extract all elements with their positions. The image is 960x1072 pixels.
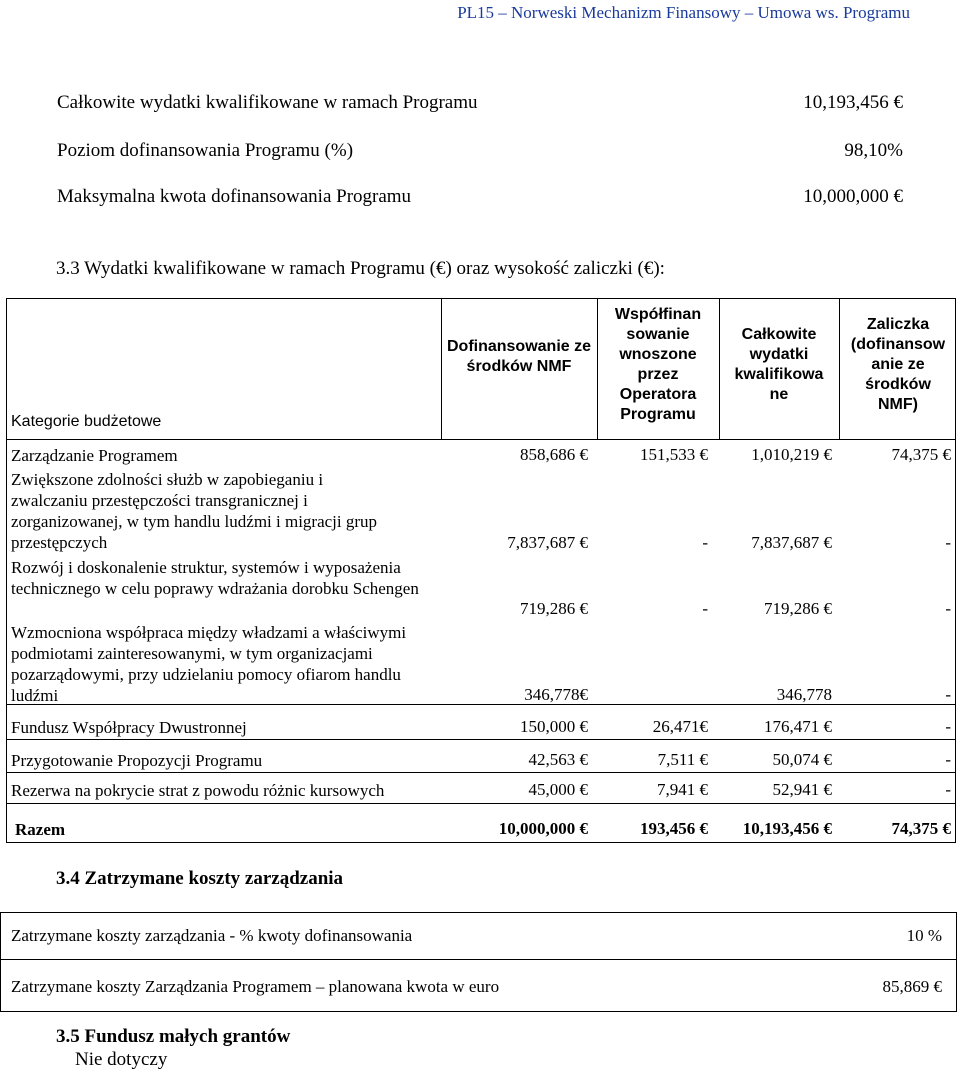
cell-total: 346,778: [776, 685, 832, 704]
total-eligible: 10,193,456 €: [742, 819, 832, 838]
cell-total: 1,010,219 €: [751, 445, 832, 464]
document-header: PL15 – Norweski Mechanizm Finansowy – Umowa ws. Programu: [457, 3, 910, 22]
summary-max-grant: [57, 186, 903, 208]
cell-advance: -: [945, 685, 951, 704]
cell-nmf: 7,837,687 €: [507, 533, 588, 552]
cell-cofinancing: 7,941 €: [657, 780, 708, 799]
header-category: Kategorie budżetowe: [11, 413, 162, 430]
budget-table: [6, 298, 956, 843]
cell-advance: -: [945, 750, 951, 769]
row-category: Zarządzanie Programem: [11, 446, 178, 465]
summary-label: Poziom dofinansowania Programu (%): [57, 140, 354, 161]
section-3-5-title: 3.5 Fundusz małych grantów: [56, 1026, 291, 1047]
summary-label: Maksymalna kwota dofinansowania Programu: [57, 186, 412, 207]
retained-row: [11, 977, 942, 997]
cell-total: 50,074 €: [772, 750, 832, 769]
section-3-4-title: 3.4 Zatrzymane koszty zarządzania: [56, 868, 344, 889]
cell-total: 7,837,687 €: [751, 533, 832, 552]
cell-cofinancing: 151,533 €: [640, 445, 708, 464]
retained-row: [11, 926, 942, 946]
retained-value: 85,869 €: [882, 977, 942, 996]
cell-total: 52,941 €: [772, 780, 832, 799]
total-nmf: 10,000,000 €: [498, 819, 588, 838]
row-category: Zwiększone zdolności służb w zapobieganiu i zwalczaniu przestępczości transgranicznej i zorganizowanej, w tym handlu ludźmi i migracji grup przestępczych: [11, 470, 378, 552]
cell-nmf: 346,778€: [524, 685, 588, 704]
row-category: Przygotowanie Propozycji Programu: [11, 751, 263, 770]
cell-cofinancing: -: [702, 533, 708, 552]
retained-costs-table: [0, 912, 957, 1012]
total-label: Razem: [15, 820, 66, 839]
cell-advance: -: [945, 533, 951, 552]
summary-label: Całkowite wydatki kwalifikowane w ramach Programu: [57, 92, 478, 113]
row-category: Wzmocniona współpraca między władzami a właściwymi podmiotami zainteresowanymi, w tym organizacjami pozarządowymi, przy udzielaniu pomocy ofiarom handlu ludźmi: [11, 623, 407, 705]
section-3-3-title: 3.3 Wydatki kwalifikowane w ramach Programu (€) oraz wysokość zaliczki (€):: [56, 258, 665, 279]
summary-cofinancing-level: [57, 140, 903, 162]
header-total-eligible: Całkowite wydatki kwalifikowa ne: [734, 326, 824, 403]
total-cofinancing: 193,456 €: [640, 819, 708, 838]
cell-cofinancing: 26,471€: [652, 717, 708, 736]
header-advance: Zaliczka (dofinansow anie ze środków NMF): [850, 316, 946, 413]
total-advance: 74,375 €: [891, 819, 951, 838]
row-category: Rozwój i doskonalenie struktur, systemów i wyposażenia technicznego w celu poprawy wdrażania dorobku Schengen: [11, 558, 419, 598]
row-category: Rezerwa na pokrycie strat z powodu różnic kursowych: [11, 781, 385, 800]
summary-value: 98,10%: [844, 140, 903, 161]
summary-value: 10,000,000 €: [803, 186, 903, 207]
cell-nmf: 45,000 €: [528, 780, 588, 799]
retained-value: 10 %: [906, 926, 942, 945]
cell-advance: -: [945, 780, 951, 799]
cell-cofinancing: 7,511 €: [657, 750, 708, 769]
summary-value: 10,193,456 €: [803, 92, 903, 113]
cell-nmf: 150,000 €: [520, 717, 588, 736]
retained-label: Zatrzymane koszty zarządzania - % kwoty dofinansowania: [11, 926, 413, 945]
cell-advance: -: [945, 599, 951, 618]
cell-nmf: 719,286 €: [520, 599, 588, 618]
cell-advance: 74,375 €: [891, 445, 951, 464]
cell-total: 719,286 €: [764, 599, 832, 618]
cell-cofinancing: -: [702, 599, 708, 618]
header-operator-cofinancing: Współfinan sowanie wnoszone przez Operatora Programu: [614, 306, 702, 423]
row-category: Fundusz Współpracy Dwustronnej: [11, 718, 247, 737]
cell-advance: -: [945, 717, 951, 736]
section-3-5-text: Nie dotyczy: [75, 1049, 168, 1070]
header-nmf-funding: Dofinansowanie ze środków NMF: [446, 338, 592, 375]
summary-total-eligible: [57, 92, 903, 114]
retained-label: Zatrzymane koszty Zarządzania Programem – planowana kwota w euro: [11, 977, 500, 996]
cell-nmf: 42,563 €: [528, 750, 588, 769]
cell-total: 176,471 €: [764, 717, 832, 736]
cell-nmf: 858,686 €: [520, 445, 588, 464]
